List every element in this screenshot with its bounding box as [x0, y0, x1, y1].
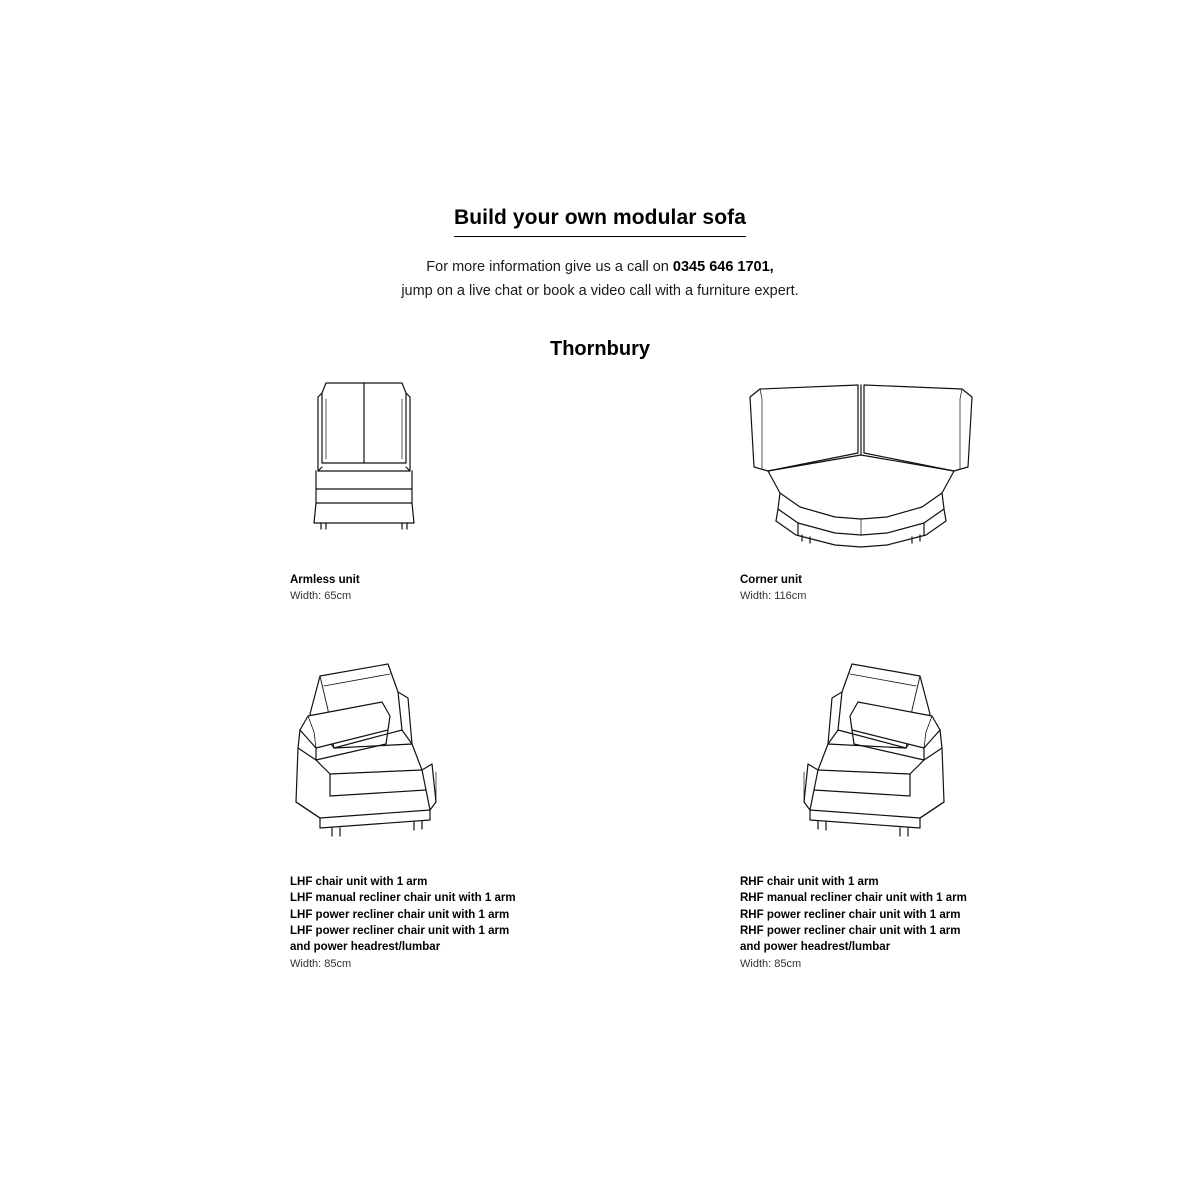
unit-row-2	[0, 652, 1200, 972]
lhf-chair-unit-illustration	[290, 652, 740, 862]
armless-unit-illustration	[290, 375, 740, 560]
unit-label: RHF power recliner chair unit with 1 arm	[740, 908, 961, 921]
unit-label: LHF manual recliner chair unit with 1 arm	[290, 892, 516, 905]
collection-name: Thornbury	[550, 338, 650, 360]
unit-caption-lhf	[290, 874, 740, 972]
unit-width: Width: 65cm	[290, 590, 352, 603]
unit-width: Width: 85cm	[290, 957, 352, 970]
unit-label: and power headrest/lumbar	[290, 941, 441, 954]
unit-label: Armless unit	[290, 574, 360, 586]
unit-label: and power headrest/lumbar	[740, 941, 891, 954]
subtitle-text-1: For more information give us a call on	[426, 259, 673, 276]
page-title: Build your own modular sofa	[454, 205, 746, 237]
unit-card-rhf	[740, 652, 1190, 972]
header-subtitle	[0, 256, 1200, 303]
unit-label: LHF chair unit with 1 arm	[290, 875, 428, 888]
unit-label: RHF chair unit with 1 arm	[740, 875, 879, 888]
unit-card-lhf	[290, 652, 740, 972]
unit-label: Corner unit	[740, 574, 802, 586]
unit-caption-rhf	[740, 874, 1190, 972]
rhf-chair-unit-illustration	[740, 652, 1190, 862]
unit-card-armless	[290, 375, 740, 605]
unit-width: Width: 85cm	[740, 957, 802, 970]
unit-label: RHF manual recliner chair unit with 1 arm	[740, 892, 967, 905]
unit-caption-armless	[290, 572, 740, 605]
phone-number: 0345 646 1701,	[672, 259, 774, 276]
unit-row-1	[0, 375, 1200, 605]
unit-label: LHF power recliner chair unit with 1 arm	[290, 908, 510, 921]
unit-label: RHF power recliner chair unit with 1 arm	[740, 924, 961, 937]
unit-label: LHF power recliner chair unit with 1 arm	[290, 924, 510, 937]
corner-unit-illustration	[740, 375, 1190, 560]
unit-card-corner	[740, 375, 1190, 605]
header	[0, 205, 1200, 303]
unit-grid	[0, 375, 1200, 972]
subtitle-text-2: jump on a live chat or book a video call with a furniture expert.	[401, 282, 799, 299]
unit-caption-corner	[740, 572, 1190, 605]
unit-width: Width: 116cm	[740, 590, 807, 603]
